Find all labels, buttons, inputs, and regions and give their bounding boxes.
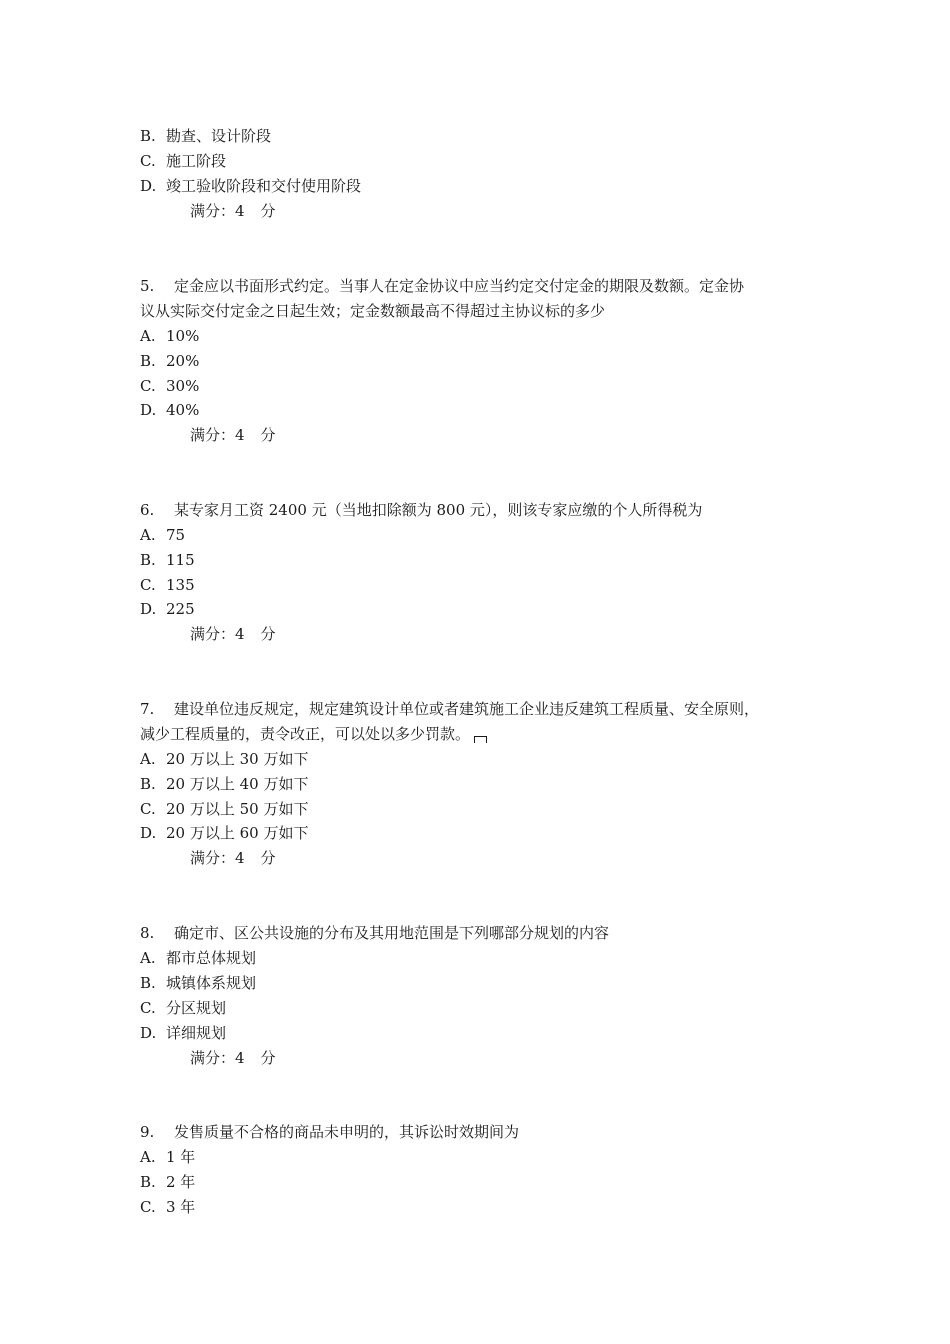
question-text: 建设单位违反规定，规定建筑设计单位或者建筑施工企业违反建筑工程质量、安全原则， (174, 700, 760, 718)
option-text: 225 (166, 600, 195, 618)
option-text: 3 年 (166, 1198, 196, 1216)
option-text: 40% (166, 401, 200, 419)
option-letter: D. (140, 177, 157, 195)
score-unit: 分 (260, 1049, 276, 1067)
option-text: 10% (166, 327, 200, 345)
option-letter: C. (140, 1198, 156, 1216)
option-letter: B. (140, 775, 156, 793)
q7-option-c (140, 799, 308, 819)
question-text: 某专家月工资 2400 元（当地扣除额为 800 元），则该专家应缴的个人所得税为 (174, 501, 703, 519)
score-unit: 分 (260, 849, 276, 867)
option-letter: B. (140, 1173, 156, 1191)
question-text: 发售质量不合格的商品未申明的，其诉讼时效期间为 (174, 1123, 520, 1141)
q7-stem-line2 (140, 724, 487, 744)
q8-option-a (140, 948, 256, 968)
option-text: 30% (166, 377, 200, 395)
score-label: 满分：4 (190, 625, 245, 643)
score-unit: 分 (260, 202, 276, 220)
q9-option-c (140, 1197, 195, 1217)
q9-stem-line1 (140, 1122, 519, 1142)
q7-score (190, 848, 276, 868)
q6-option-d (140, 599, 195, 619)
q8-score (190, 1048, 276, 1068)
question-number: 6. (140, 501, 155, 519)
q6-stem-line1 (140, 500, 702, 520)
option-text: 20 万以上 60 万如下 (166, 824, 309, 842)
option-letter: A. (140, 526, 156, 544)
question-number: 5. (140, 277, 155, 295)
score-label: 满分：4 (190, 202, 245, 220)
q9-option-a (140, 1147, 195, 1167)
option-letter: C. (140, 800, 156, 818)
option-text: 详细规划 (166, 1024, 227, 1042)
question-text: 确定市、区公共设施的分布及其用地范围是下列哪部分规划的内容 (174, 924, 610, 942)
q7-option-b (140, 774, 308, 794)
option-letter: C. (140, 576, 156, 594)
q6-score (190, 624, 276, 644)
q4-option-d (140, 176, 361, 196)
option-text: 20 万以上 30 万如下 (166, 750, 309, 768)
option-letter: C. (140, 152, 156, 170)
q4-option-c (140, 151, 226, 171)
option-letter: B. (140, 551, 156, 569)
q5-score (190, 425, 276, 445)
q8-option-b (140, 973, 256, 993)
score-label: 满分：4 (190, 426, 245, 444)
q7-option-d (140, 823, 308, 843)
option-letter: B. (140, 974, 156, 992)
question-number: 8. (140, 924, 155, 942)
question-text: 定金应以书面形式约定。当事人在定金协议中应当约定交付定金的期限及数额。定金协 (174, 277, 745, 295)
question-text: 减少工程质量的，责令改正，可以处以多少罚款。 (140, 725, 471, 743)
score-label: 满分：4 (190, 849, 245, 867)
option-letter: B. (140, 352, 156, 370)
q5-option-a (140, 326, 199, 346)
score-label: 满分：4 (190, 1049, 245, 1067)
option-letter: C. (140, 999, 156, 1017)
option-letter: D. (140, 1024, 157, 1042)
question-number: 7. (140, 700, 155, 718)
option-text: 115 (166, 551, 195, 569)
option-text: 20% (166, 352, 200, 370)
option-letter: A. (140, 1148, 156, 1166)
option-letter: D. (140, 824, 157, 842)
q5-option-d (140, 400, 199, 420)
q7-option-a (140, 749, 308, 769)
option-text: 2 年 (166, 1173, 196, 1191)
option-letter: D. (140, 401, 157, 419)
q6-option-c (140, 575, 195, 595)
q4-score (190, 201, 276, 221)
option-text: 1 年 (166, 1148, 196, 1166)
option-text: 75 (166, 526, 186, 544)
q5-option-c (140, 376, 199, 396)
option-text: 勘查、设计阶段 (166, 127, 272, 145)
q5-stem-line2 (140, 301, 605, 321)
q5-option-b (140, 351, 199, 371)
option-letter: A. (140, 750, 156, 768)
option-text: 20 万以上 40 万如下 (166, 775, 309, 793)
q6-option-b (140, 550, 195, 570)
option-letter: D. (140, 600, 157, 618)
score-unit: 分 (260, 426, 276, 444)
q4-option-b (140, 126, 271, 146)
score-unit: 分 (260, 625, 276, 643)
option-text: 施工阶段 (166, 152, 227, 170)
q8-stem-line1 (140, 923, 609, 943)
q6-option-a (140, 525, 185, 545)
option-text: 竣工验收阶段和交付使用阶段 (166, 177, 362, 195)
option-letter: A. (140, 327, 156, 345)
q8-option-c (140, 998, 226, 1018)
option-letter: A. (140, 949, 156, 967)
option-letter: B. (140, 127, 156, 145)
q8-option-d (140, 1023, 226, 1043)
option-text: 分区规划 (166, 999, 227, 1017)
option-text: 都市总体规划 (166, 949, 257, 967)
q5-stem-line1 (140, 276, 744, 296)
option-text: 20 万以上 50 万如下 (166, 800, 309, 818)
q9-option-b (140, 1172, 195, 1192)
q7-stem-line1 (140, 699, 759, 719)
option-letter: C. (140, 377, 156, 395)
question-text: 议从实际交付定金之日起生效；定金数额最高不得超过主协议标的多少 (140, 302, 606, 320)
text-cursor-mark (474, 736, 487, 743)
option-text: 135 (166, 576, 195, 594)
question-number: 9. (140, 1123, 155, 1141)
option-text: 城镇体系规划 (166, 974, 257, 992)
